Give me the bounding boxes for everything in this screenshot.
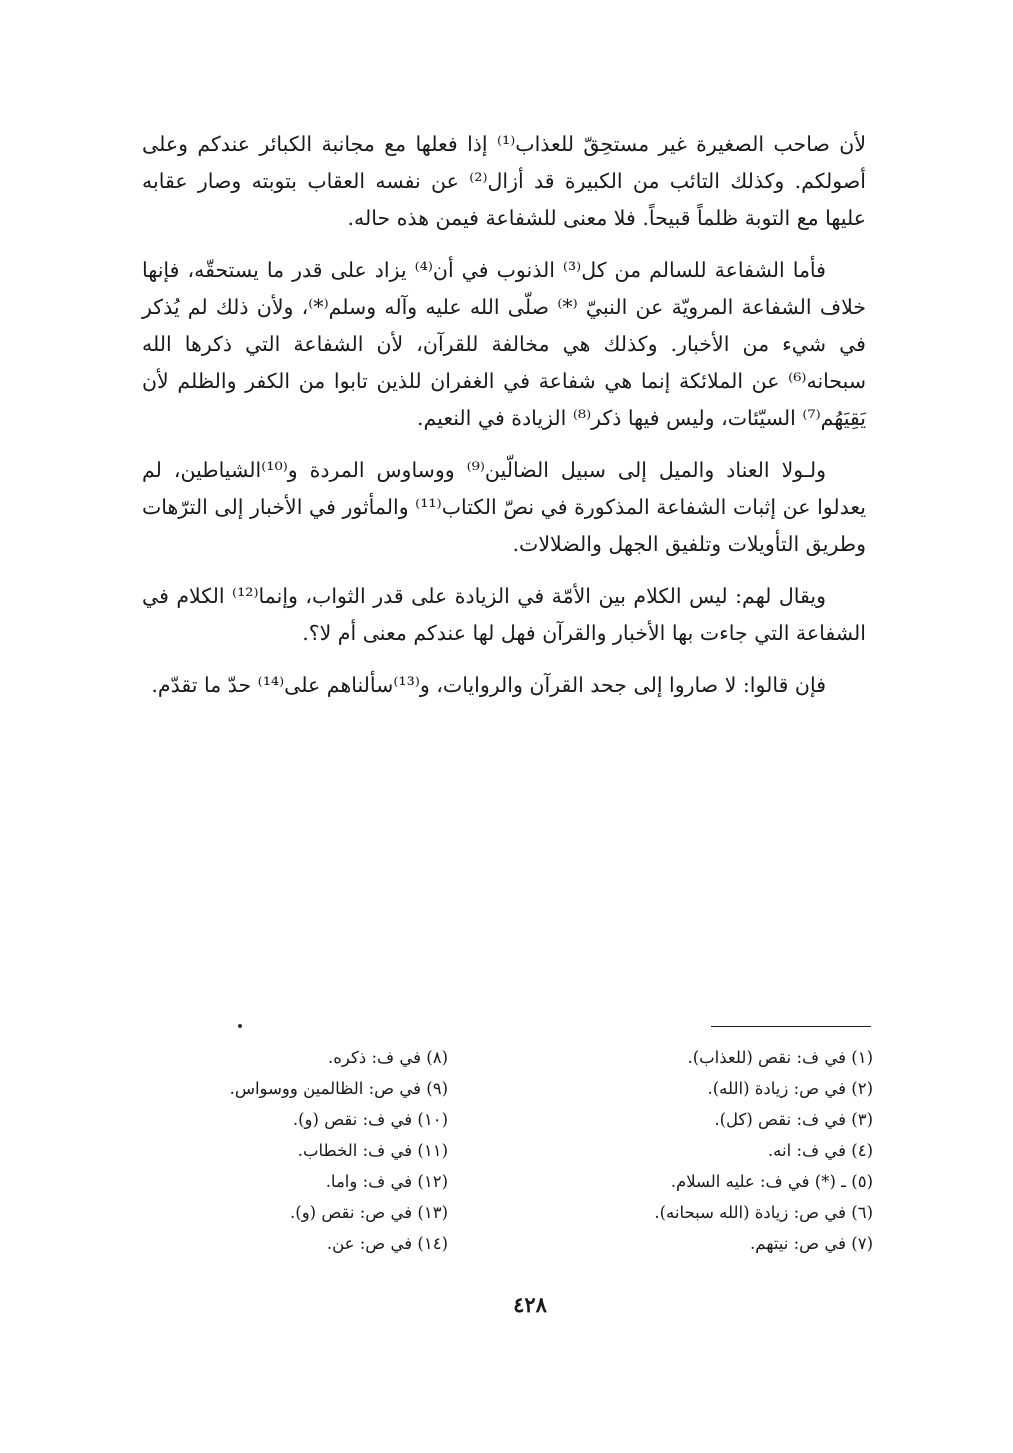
footnote: (٩) في ص: الظالمين ووسواس.	[229, 1079, 448, 1098]
footnote: (١) في ف: نقص (للعذاب).	[687, 1048, 873, 1067]
paragraph-2: فأما الشفاعة للسالم من كل⁽³⁾ الذنوب في أن⁽⁴⁾ يزاد على قدر ما يستحقّه، فإنها خلاف الشفاعة المرويّة عن النبيّ ⁽*⁾ صلّى الله عليه وآله وسلم⁽*⁾، ولأن ذلك لم يُذكر في شيء من الأخبار. وكذلك هي مخالفة للقرآن، لأن الشفاعة التي ذكرها الله سبحانه⁽⁶⁾ عن الملائكة إنما هي شفاعة في الغفران للذين تابوا من الكفر والظلم لأن يَقِيَهُم⁽⁷⁾ السيّئات، وليس فيها ذكر⁽⁸⁾ الزيادة في النعيم.	[142, 258, 866, 430]
footnote: (٧) في ص: نيتهم.	[749, 1234, 873, 1253]
footnote: (٨) في ف: ذكره.	[328, 1048, 448, 1067]
footnote: (١٤) في ص: عن.	[326, 1234, 448, 1253]
footnote: (١٣) في ص: نقص (و).	[290, 1203, 448, 1222]
footnote: (١١) في ف: الخطاب.	[297, 1141, 448, 1160]
footnotes-right-column	[573, 1042, 873, 1259]
paragraph-1: لأن صاحب الصغيرة غير مستحِقّ للعذاب⁽¹⁾ إذا فعلها مع مجانبة الكبائر عندكم وعلى أصولكم. وكذلك التائب من الكبيرة قد أزال⁽²⁾ عن نفسه العقاب بتوبته وصار عقابه عليها مع التوبة ظلماً قبيحاً. فلا معنى للشفاعة فيمن هذه حاله.	[142, 132, 867, 230]
footnote: (١٠) في ف: نقص (و).	[292, 1110, 448, 1129]
page-number: ٤٢٨	[513, 1292, 547, 1317]
footnote: (٥) ـ (*) في ف: عليه السلام.	[670, 1172, 873, 1191]
footnote: (٤) في ف: انه.	[767, 1141, 873, 1160]
footnotes-left-column	[148, 1042, 448, 1259]
paragraph-3: ولـولا العناد والميل إلى سبيل الضالّين⁽⁹⁾ ووساوس المردة و⁽¹⁰⁾الشياطين، لم يعدلوا عن إثبات الشفاعة المذكورة في نصّ الكتاب⁽¹¹⁾ والمأثور في الأخبار إلى الترّهات وطريق التأويلات وتلفيق الجهل والضلالات.	[142, 458, 866, 556]
footnote: (٢) في ص: زيادة (الله).	[707, 1079, 873, 1098]
footnote: (٦) في ص: زيادة (الله سبحانه).	[654, 1203, 873, 1222]
footnote: (٣) في ف: نقص (كل).	[714, 1110, 873, 1129]
main-text	[142, 126, 866, 719]
footnote-divider	[711, 1026, 871, 1027]
stray-dot	[238, 1024, 242, 1028]
footnote: (١٢) في ف: واما.	[325, 1172, 448, 1191]
paragraph-5: فإن قالوا: لا صاروا إلى جحد القرآن والروايات، و⁽¹³⁾سألناهم على⁽¹⁴⁾ حدّ ما تقدّم.	[151, 673, 826, 697]
paragraph-4: ويقال لهم: ليس الكلام بين الأمّة في الزيادة على قدر الثواب، وإنما⁽¹²⁾ الكلام في الشفاعة التي جاءت بها الأخبار والقرآن فهل لها عندكم معنى أم لا؟.	[142, 584, 866, 645]
